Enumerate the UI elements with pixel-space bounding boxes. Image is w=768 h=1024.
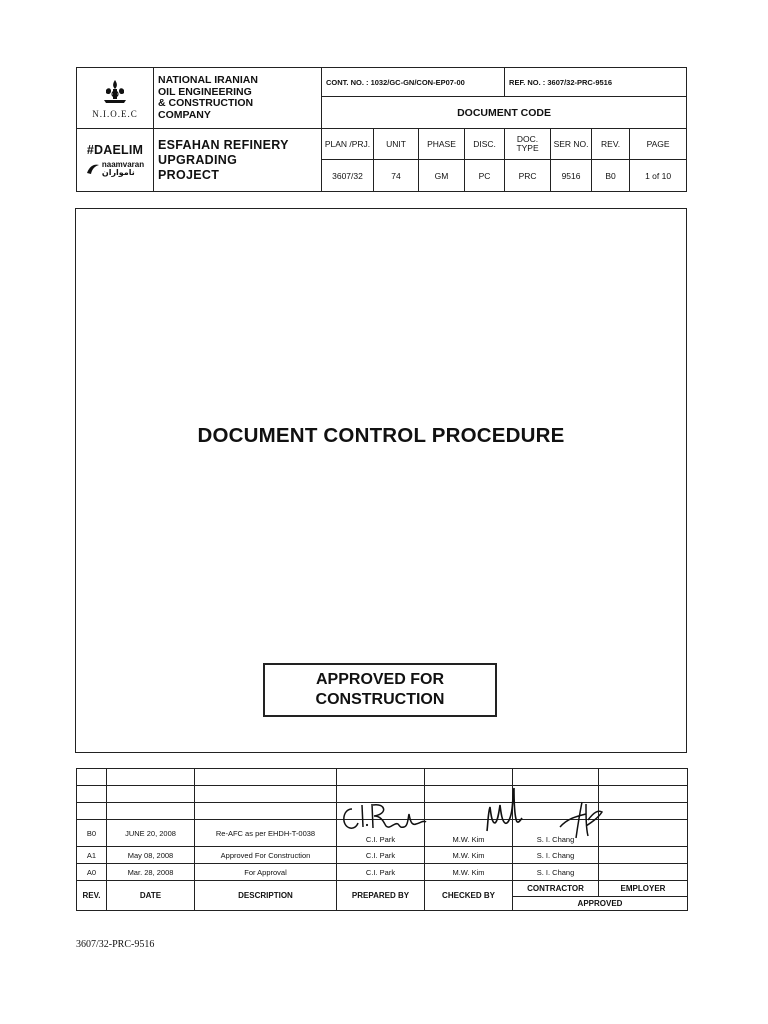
code-header-doc-type: DOC. TYPE [505,129,551,160]
code-header-phase: PHASE [419,129,465,160]
rev-cell: B0 [77,820,107,847]
date-cell: JUNE 20, 2008 [107,820,195,847]
table-row [77,786,688,803]
table-row [77,820,688,847]
checked-by-cell: M.W. Kim [425,847,513,864]
prepared-by-cell: C.I. Park [337,820,425,847]
code-value-ser-no: 9516 [551,160,592,192]
daelim-logo: #DAELIM [86,143,144,157]
code-header-page: PAGE [630,129,687,160]
reference-number: REF. NO. : 3607/32-PRC-9516 [505,68,687,97]
description-cell: Approved For Construction [195,847,337,864]
company-name: NATIONAL IRANIAN OIL ENGINEERING & CONSTRUCTION COMPANY [154,68,322,129]
checked-by-cell: M.W. Kim [425,864,513,881]
code-value-disc: PC [465,160,505,192]
document-code-label: DOCUMENT CODE [322,97,687,129]
nioec-logo [77,68,154,129]
code-value-unit: 74 [374,160,419,192]
table-row [77,864,688,881]
table-row [77,803,688,820]
approval-stamp-line1: APPROVED FOR [315,671,444,688]
contractor-cell: S. I. Chang [513,820,599,847]
checked-by-header: CHECKED BY [425,881,513,911]
approved-header: APPROVED [513,897,688,911]
document-title: DOCUMENT CONTROL PROCEDURE [197,424,565,447]
approval-stamp [263,663,497,717]
description-cell: For Approval [195,864,337,881]
code-value-rev: B0 [592,160,630,192]
code-value-phase: GM [419,160,465,192]
date-cell: Mar. 28, 2008 [107,864,195,881]
description-header: DESCRIPTION [195,881,337,911]
code-header-ser-no: SER NO. [551,129,592,160]
code-header-plan: PLAN /PRJ. [322,129,374,160]
employer-header: EMPLOYER [599,881,688,897]
date-cell: May 08, 2008 [107,847,195,864]
naamvaran-logo-script: نامواران [101,168,135,177]
cover-frame [75,208,687,753]
code-value-page: 1 of 10 [630,160,687,192]
date-header: DATE [107,881,195,911]
table-row [77,847,688,864]
header-table [76,67,687,192]
project-name: ESFAHAN REFINERY UPGRADING PROJECT [154,129,322,192]
prepared-by-header: PREPARED BY [337,881,425,911]
checked-by-cell: M.W. Kim [425,820,513,847]
rev-header: REV. [77,881,107,911]
code-value-doc-type: PRC [505,160,551,192]
code-header-unit: UNIT [374,129,419,160]
revision-table [76,768,688,911]
code-value-plan: 3607/32 [322,160,374,192]
nioec-emblem-icon [100,78,130,104]
table-header-row [77,881,688,897]
naamvaran-logo-text: naamvaran [101,160,145,169]
footer-document-number: 3607/32-PRC-9516 [76,939,155,950]
contractor-logos [77,129,154,192]
naamvaran-swoosh-icon [86,163,100,175]
prepared-by-cell: C.I. Park [337,864,425,881]
approval-stamp-line2: CONSTRUCTION [315,691,445,708]
table-row [77,769,688,786]
contractor-cell: S. I. Chang [513,847,599,864]
prepared-by-cell: C.I. Park [337,847,425,864]
code-header-rev: REV. [592,129,630,160]
code-header-disc: DISC. [465,129,505,160]
contract-number: CONT. NO. : 1032/GC-GN/CON-EP07-00 [322,68,505,97]
nioec-logo-text: N.I.O.E.C [92,108,138,119]
contractor-header: CONTRACTOR [513,881,599,897]
contractor-cell: S. I. Chang [513,864,599,881]
rev-cell: A1 [77,847,107,864]
rev-cell: A0 [77,864,107,881]
description-cell: Re-AFC as per EHDH-T-0038 [195,820,337,847]
